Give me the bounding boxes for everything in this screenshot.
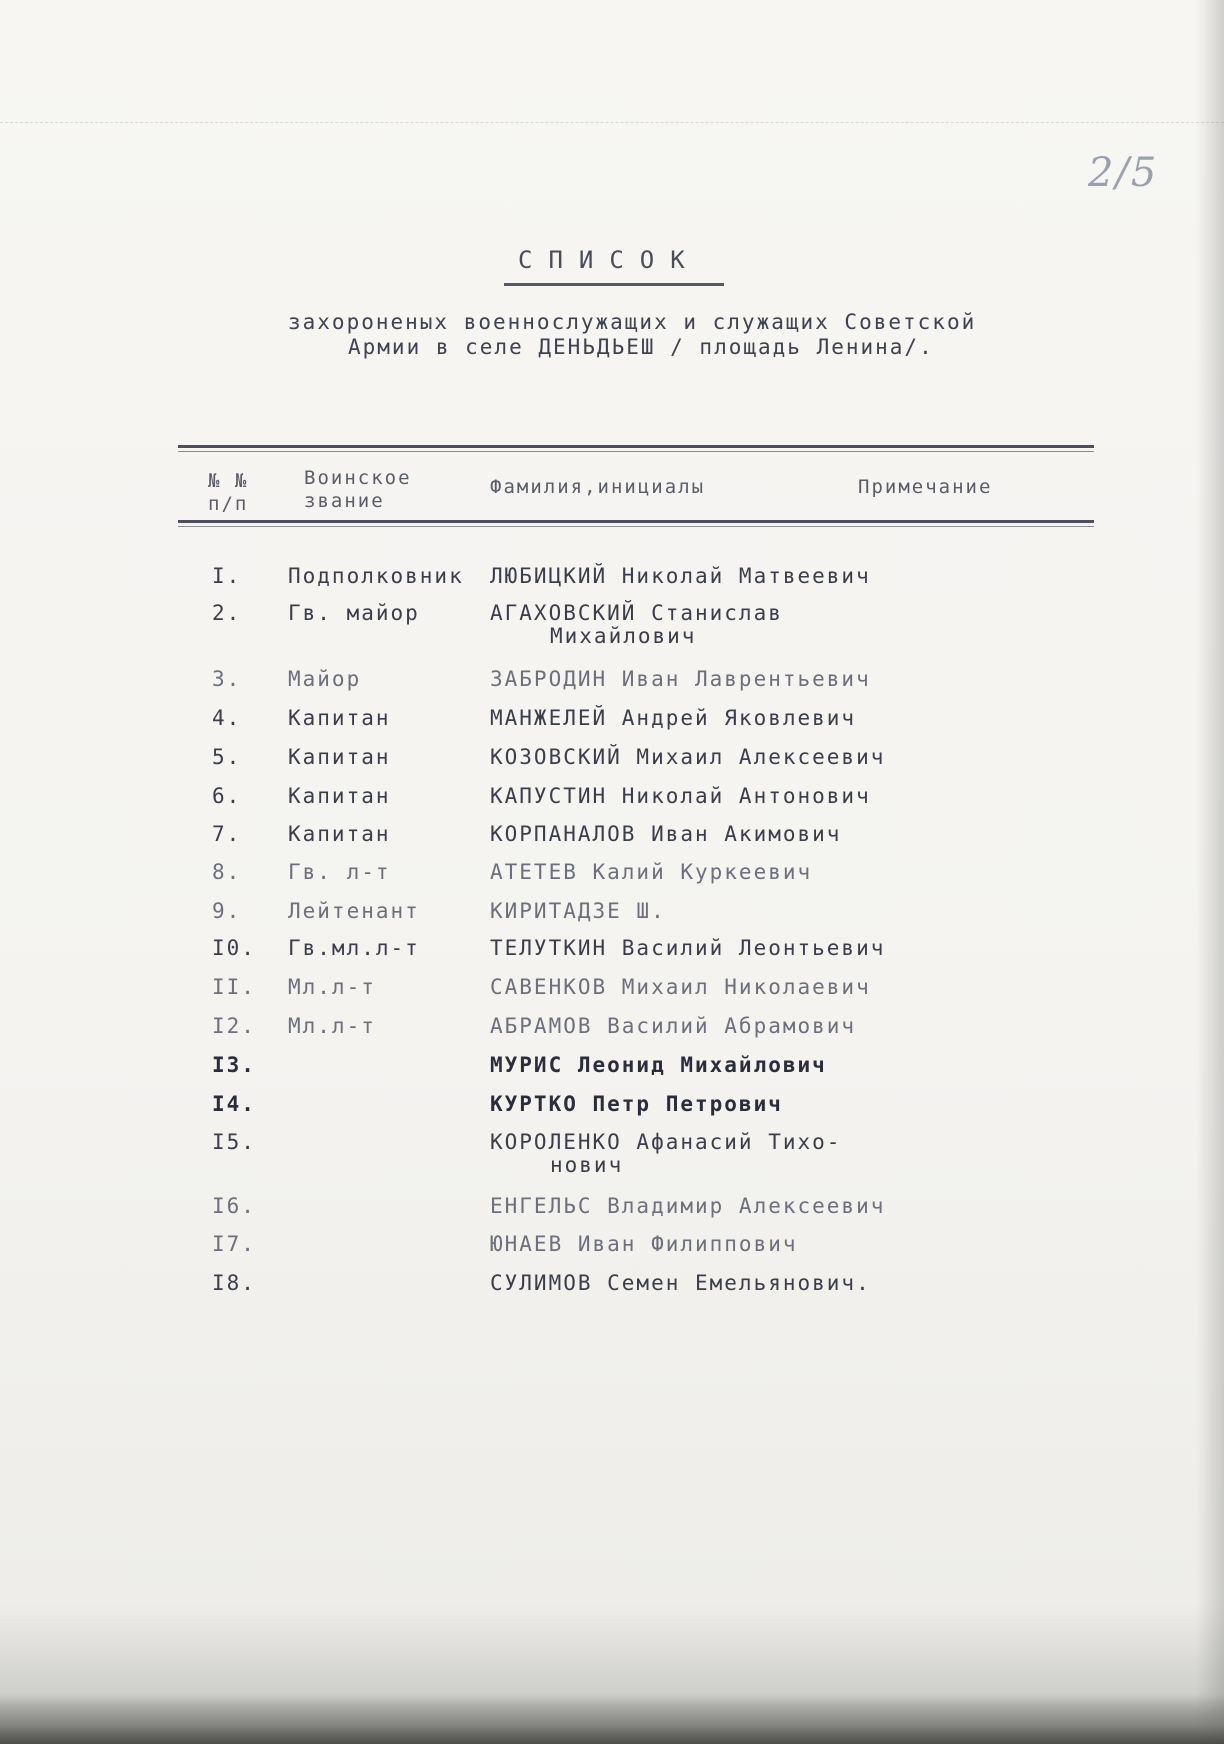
row-name [490, 565, 930, 588]
row-name-text: МАНЖЕЛЕЙ Андрей Яковлевич [490, 706, 857, 730]
header-rank-line-2: звание [304, 490, 385, 512]
row-number: I. [212, 564, 242, 588]
row-name [490, 668, 930, 691]
row-rank: Капитан [288, 822, 391, 846]
header-name: Фамилия,инициалы [490, 476, 706, 498]
row-number: I0. [212, 936, 256, 960]
header-rank [304, 467, 412, 513]
row-number: I2. [212, 1014, 256, 1038]
row-number: II. [212, 975, 256, 999]
row-name-text: ЛЮБИЦКИЙ Николай Матвеевич [490, 564, 871, 588]
row-name [490, 823, 930, 846]
header-number-line-2: п/п [208, 493, 249, 515]
row-number: 8. [212, 860, 242, 884]
row-rank: Мл.л-т [288, 1014, 376, 1038]
row-number: 7. [212, 822, 242, 846]
row-name-text: ЗАБРОДИН Иван Лаврентьевич [490, 667, 871, 691]
row-number: 3. [212, 667, 242, 691]
row-name [490, 1131, 930, 1177]
row-name-text: ЕНГЕЛЬС Владимир Алексеевич [490, 1194, 886, 1218]
row-name-text: КИРИТАДЗЕ Ш. [490, 899, 666, 923]
row-name [490, 976, 930, 999]
row-name [490, 785, 930, 808]
row-rank: Мл.л-т [288, 975, 376, 999]
row-name [490, 1093, 930, 1116]
document-title: СПИСОК [518, 246, 701, 274]
row-name [490, 1054, 930, 1077]
document-subtitle [288, 310, 1048, 360]
row-rank: Гв.мл.л-т [288, 936, 420, 960]
table-header-rule [178, 520, 1094, 523]
table-top-rule [178, 445, 1094, 448]
row-name-text: ЮНАЕВ Иван Филиппович [490, 1232, 798, 1256]
header-number [208, 470, 248, 516]
row-name-text: МУРИС Леонид Михайлович [490, 1053, 827, 1077]
row-name-continuation: Михайлович [550, 624, 697, 648]
row-rank: Подполковник [288, 564, 464, 588]
row-name-text: САВЕНКОВ Михаил Николаевич [490, 975, 871, 999]
subtitle-line-1: захороненых военнослужащих и служащих Советской [288, 310, 977, 334]
row-name [490, 900, 930, 923]
table-header-rule-thin [178, 526, 1094, 527]
row-name-continuation: нович [550, 1153, 624, 1177]
row-name-text: ТЕЛУТКИН Василий Леонтьевич [490, 936, 886, 960]
row-name [490, 1195, 930, 1218]
row-number: 2. [212, 601, 242, 625]
row-number: I4. [212, 1092, 256, 1116]
row-number: 4. [212, 706, 242, 730]
row-rank: Лейтенант [288, 899, 420, 923]
row-name-text: КАПУСТИН Николай Антонович [490, 784, 871, 808]
table-top-rule-thin [178, 451, 1094, 452]
header-note: Примечание [858, 476, 993, 498]
row-name [490, 861, 930, 884]
row-number: 6. [212, 784, 242, 808]
title-underline [504, 283, 724, 286]
row-name-text: АГАХОВСКИЙ Станислав [490, 601, 783, 625]
row-name [490, 1015, 930, 1038]
row-name-text: АБРАМОВ Василий Абрамович [490, 1014, 857, 1038]
row-name [490, 1272, 930, 1295]
row-name [490, 1233, 930, 1256]
row-number: I7. [212, 1232, 256, 1256]
row-rank: Капитан [288, 745, 391, 769]
scan-bottom-shadow [0, 1696, 1224, 1744]
header-number-line-1: № № [208, 470, 249, 492]
row-name-text: КОРПАНАЛОВ Иван Акимович [490, 822, 842, 846]
row-rank: Майор [288, 667, 362, 691]
row-rank: Капитан [288, 706, 391, 730]
row-name-text: КОРОЛЕНКО Афанасий Тихо- [490, 1130, 842, 1154]
row-name-text: АТЕТЕВ Калий Куркеевич [490, 860, 813, 884]
row-number: I5. [212, 1130, 256, 1154]
row-number: I3. [212, 1053, 256, 1077]
row-name-text: КУРТКО Петр Петрович [490, 1092, 783, 1116]
row-rank: Гв. л-т [288, 860, 391, 884]
fold-line [0, 122, 1224, 124]
row-rank: Капитан [288, 784, 391, 808]
row-name-text: КОЗОВСКИЙ Михаил Алексеевич [490, 745, 886, 769]
row-rank: Гв. майор [288, 601, 420, 625]
header-rank-line-1: Воинское [304, 467, 412, 489]
row-number: I8. [212, 1271, 256, 1295]
row-number: I6. [212, 1194, 256, 1218]
subtitle-line-2: Армии в селе ДЕНЬДЬЕШ / площадь Ленина/. [348, 335, 934, 359]
row-number: 9. [212, 899, 242, 923]
row-name [490, 746, 930, 769]
page-edge-shadow [1196, 0, 1224, 1744]
handwritten-page-number: 2/5 [1088, 150, 1159, 196]
row-number: 5. [212, 745, 242, 769]
row-name [490, 937, 930, 960]
row-name [490, 602, 930, 648]
row-name-text: СУЛИМОВ Семен Емельянович. [490, 1271, 871, 1295]
row-name [490, 707, 930, 730]
